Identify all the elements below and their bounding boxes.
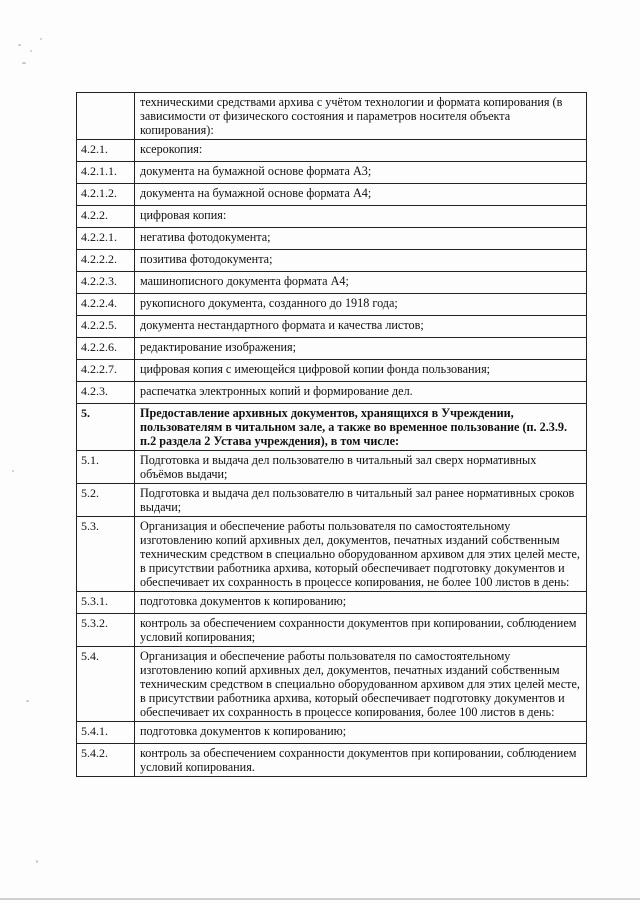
scan-speck <box>26 700 29 702</box>
row-number: 4.2.2.1. <box>77 228 135 250</box>
table-row <box>77 517 587 592</box>
scan-speck <box>18 44 21 46</box>
row-number: 4.2.1.1. <box>77 162 135 184</box>
row-text: машинописного документа формата А4; <box>135 272 587 294</box>
row-number: 5.2. <box>77 484 135 517</box>
row-text: негатива фотодокумента; <box>135 228 587 250</box>
row-text: подготовка документов к копированию; <box>135 592 587 614</box>
table-row <box>77 93 587 140</box>
table-row <box>77 484 587 517</box>
table-row <box>77 360 587 382</box>
table-row <box>77 744 587 777</box>
row-text: рукописного документа, созданного до 1918 года; <box>135 294 587 316</box>
row-text: цифровая копия с имеющейся цифровой копии фонда пользования; <box>135 360 587 382</box>
row-number: 5.3.1. <box>77 592 135 614</box>
table-row <box>77 338 587 360</box>
row-text: позитива фотодокумента; <box>135 250 587 272</box>
table-row <box>77 382 587 404</box>
row-number: 5. <box>77 404 135 451</box>
row-number <box>77 93 135 140</box>
table-row <box>77 140 587 162</box>
row-number: 4.2.2. <box>77 206 135 228</box>
row-number: 4.2.2.6. <box>77 338 135 360</box>
scan-speck <box>36 860 38 863</box>
row-text: редактирование изображения; <box>135 338 587 360</box>
row-number: 4.2.3. <box>77 382 135 404</box>
table-row-section <box>77 404 587 451</box>
row-number: 4.2.2.7. <box>77 360 135 382</box>
row-number: 5.4. <box>77 647 135 722</box>
table-row <box>77 614 587 647</box>
scan-speck <box>12 470 14 472</box>
row-number: 5.3.2. <box>77 614 135 647</box>
row-number: 4.2.2.2. <box>77 250 135 272</box>
row-text: документа на бумажной основе формата А3; <box>135 162 587 184</box>
row-number: 5.4.1. <box>77 722 135 744</box>
row-text: цифровая копия: <box>135 206 587 228</box>
table-row <box>77 316 587 338</box>
row-text: ксерокопия: <box>135 140 587 162</box>
row-text: Подготовка и выдача дел пользователю в читальный зал ранее нормативных сроков выдачи; <box>135 484 587 517</box>
row-number: 5.1. <box>77 451 135 484</box>
row-text: Подготовка и выдача дел пользователю в читальный зал сверх нормативных объёмов выдачи; <box>135 451 587 484</box>
table-row <box>77 184 587 206</box>
table-row <box>77 206 587 228</box>
row-number: 4.2.1.2. <box>77 184 135 206</box>
row-number: 4.2.2.5. <box>77 316 135 338</box>
row-text: техническими средствами архива с учётом технологии и формата копирования (в зависимости от физического состояния и параметров носителя объекта копирования): <box>135 93 587 140</box>
row-number: 5.4.2. <box>77 744 135 777</box>
row-text: Организация и обеспечение работы пользователя по самостоятельному изготовлению копий архивных дел, документов, печатных изданий собственным техническим средством в специально оборудованном архивом для этих целей месте, в присутствии работника архива, который обеспечивает подготовку документов и обеспечивает их сохранность в процессе копирования, не более 100 листов в день: <box>135 517 587 592</box>
scan-speck <box>22 62 26 64</box>
table-row <box>77 722 587 744</box>
row-text: контроль за обеспечением сохранности документов при копировании, соблюдением условий копирования; <box>135 614 587 647</box>
row-number: 5.3. <box>77 517 135 592</box>
table-row <box>77 228 587 250</box>
row-text: контроль за обеспечением сохранности документов при копировании, соблюдением условий копирования. <box>135 744 587 777</box>
scan-edge-line <box>0 898 640 900</box>
table-row <box>77 250 587 272</box>
row-number: 4.2.2.3. <box>77 272 135 294</box>
row-number: 4.2.2.4. <box>77 294 135 316</box>
table-row <box>77 647 587 722</box>
row-text: подготовка документов к копированию; <box>135 722 587 744</box>
row-text: документа нестандартного формата и качества листов; <box>135 316 587 338</box>
table-row <box>77 451 587 484</box>
row-text: документа на бумажной основе формата А4; <box>135 184 587 206</box>
table-row <box>77 592 587 614</box>
row-number: 4.2.1. <box>77 140 135 162</box>
row-text: Предоставление архивных документов, хранящихся в Учреждении, пользователям в читальном зале, а также во временное пользование (п. 2.3.9. п.2 раздела 2 Устава учреждения), в том числе: <box>135 404 587 451</box>
scan-speck <box>40 38 42 40</box>
row-text: распечатка электронных копий и формирование дел. <box>135 382 587 404</box>
table-row <box>77 272 587 294</box>
table-row <box>77 294 587 316</box>
table-row <box>77 162 587 184</box>
scan-speck <box>30 50 32 52</box>
row-text: Организация и обеспечение работы пользователя по самостоятельному изготовлению копий архивных дел, документов, печатных изданий собственным техническим средством в специально оборудованном архивом для этих целей месте, в присутствии работника архива, который обеспечивает подготовку документов и обеспечивает их сохранность в процессе копирования, более 100 листов в день: <box>135 647 587 722</box>
services-table <box>76 92 587 777</box>
